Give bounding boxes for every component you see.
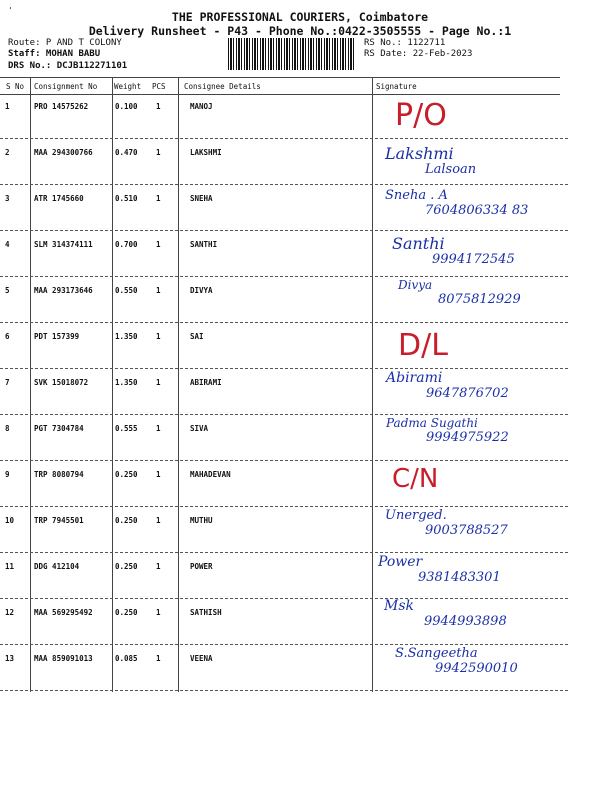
row-pcs: 1 (156, 286, 161, 295)
row-consignee: MUTHU (190, 516, 213, 525)
row-divider (0, 414, 568, 415)
row-divider (0, 690, 568, 691)
row-pcs: 1 (156, 516, 161, 525)
row-consignment-no: SVK 15018072 (34, 378, 89, 387)
staff-label: Staff: MOHAN BABU (8, 49, 101, 59)
row-signature: S.Sangeetha (395, 646, 478, 661)
row-divider (0, 598, 568, 599)
col-consignment: Consignment No (34, 82, 98, 91)
row-sno: 9 (5, 470, 10, 479)
row-consignment-no: TRP 8080794 (34, 470, 84, 479)
row-signature: P/O (395, 98, 447, 133)
rs-number: RS No.: 1122711 (364, 38, 446, 48)
row-signature-phone: 9942590010 (435, 661, 518, 676)
row-signature-phone: 9994172545 (432, 252, 515, 267)
row-weight: 0.555 (115, 424, 138, 433)
row-sno: 3 (5, 194, 10, 203)
row-signature: Lakshmi (385, 144, 454, 163)
col-signature: Signature (376, 82, 417, 91)
row-weight: 1.350 (115, 378, 138, 387)
row-pcs: 1 (156, 102, 161, 111)
row-consignment-no: TRP 7945501 (34, 516, 84, 525)
row-consignment-no: SLM 314374111 (34, 240, 93, 249)
row-sno: 13 (5, 654, 15, 663)
row-divider (0, 552, 568, 553)
row-weight: 0.250 (115, 470, 138, 479)
table-top-border (0, 77, 560, 78)
row-divider (0, 506, 568, 507)
row-weight: 0.250 (115, 608, 138, 617)
row-sno: 1 (5, 102, 10, 111)
row-divider (0, 644, 568, 645)
row-signature-phone: Lalsoan (425, 162, 477, 177)
column-divider (112, 77, 113, 692)
row-signature-phone: 9647876702 (426, 386, 509, 401)
row-sno: 12 (5, 608, 15, 617)
row-signature: Power (378, 554, 423, 570)
row-consignee: VEENA (190, 654, 213, 663)
rs-date: RS Date: 22-Feb-2023 (364, 49, 473, 59)
row-consignment-no: MAA 294300766 (34, 148, 93, 157)
row-pcs: 1 (156, 654, 161, 663)
col-consignee: Consignee Details (184, 82, 261, 91)
row-divider (0, 460, 568, 461)
row-signature: D/L (398, 328, 448, 363)
row-consignee: SIVA (190, 424, 209, 433)
row-weight: 0.700 (115, 240, 138, 249)
row-pcs: 1 (156, 470, 161, 479)
column-divider (178, 77, 179, 692)
row-consignment-no: PDT 157399 (34, 332, 80, 341)
row-pcs: 1 (156, 148, 161, 157)
row-signature: Padma Sugathi (386, 416, 478, 430)
row-sno: 10 (5, 516, 15, 525)
row-weight: 0.550 (115, 286, 138, 295)
row-pcs: 1 (156, 240, 161, 249)
row-consignment-no: PRO 14575262 (34, 102, 89, 111)
row-consignee: LAKSHMI (190, 148, 222, 157)
row-weight: 0.085 (115, 654, 138, 663)
row-consignee: SNEHA (190, 194, 213, 203)
row-divider (0, 368, 568, 369)
row-weight: 0.510 (115, 194, 138, 203)
col-pcs: PCS (152, 82, 166, 91)
row-divider (0, 184, 568, 185)
row-signature-phone: 9381483301 (418, 570, 501, 585)
barcode (228, 38, 356, 70)
row-consignee: DIVYA (190, 286, 213, 295)
col-weight: Weight (114, 82, 142, 91)
row-signature: Divya (398, 278, 433, 292)
row-sno: 6 (5, 332, 10, 341)
row-sno: 7 (5, 378, 10, 387)
row-pcs: 1 (156, 378, 161, 387)
row-weight: 0.470 (115, 148, 138, 157)
row-signature-phone: 8075812929 (438, 292, 521, 307)
company-title: THE PROFESSIONAL COURIERS, Coimbatore (171, 10, 429, 24)
row-consignment-no: DDG 412104 (34, 562, 80, 571)
row-consignee: ABIRAMI (190, 378, 222, 387)
row-pcs: 1 (156, 562, 161, 571)
runsheet-title: Delivery Runsheet - P43 - Phone No.:0422-3505555 - Page No.:1 (88, 24, 512, 38)
row-weight: 0.250 (115, 516, 138, 525)
row-pcs: 1 (156, 608, 161, 617)
row-consignee: MAHADEVAN (190, 470, 231, 479)
row-consignee: SANTHI (190, 240, 218, 249)
row-weight: 0.100 (115, 102, 138, 111)
row-consignee: MANOJ (190, 102, 213, 111)
row-sno: 5 (5, 286, 10, 295)
row-signature-phone: 9003788527 (425, 523, 508, 538)
row-sno: 2 (5, 148, 10, 157)
row-consignment-no: ATR 1745660 (34, 194, 84, 203)
row-weight: 1.350 (115, 332, 138, 341)
row-signature: Santhi (392, 234, 445, 253)
row-sno: 8 (5, 424, 10, 433)
row-divider (0, 138, 568, 139)
drs-number: DRS No.: DCJB112271101 (8, 61, 128, 71)
row-signature-phone: 9944993898 (424, 614, 507, 629)
row-pcs: 1 (156, 424, 161, 433)
row-divider (0, 276, 568, 277)
row-signature-phone: 9994975922 (426, 430, 509, 445)
column-divider (30, 77, 31, 692)
row-signature: Abirami (386, 370, 443, 386)
row-consignment-no: MAA 569295492 (34, 608, 93, 617)
row-sno: 11 (5, 562, 15, 571)
row-signature: Msk (384, 598, 415, 614)
row-consignee: SAI (190, 332, 204, 341)
table-header-border (0, 94, 560, 95)
row-consignee: POWER (190, 562, 213, 571)
route-label: Route: P AND T COLONY (8, 38, 122, 48)
row-signature: Unerged. (385, 508, 447, 523)
row-divider (0, 230, 568, 231)
row-consignment-no: MAA 859091013 (34, 654, 93, 663)
row-sno: 4 (5, 240, 10, 249)
row-divider (0, 322, 568, 323)
row-consignment-no: PGT 7304784 (34, 424, 84, 433)
row-signature: Sneha . A (385, 188, 448, 203)
row-consignee: SATHISH (190, 608, 222, 617)
row-pcs: 1 (156, 194, 161, 203)
corner-mark: ' (8, 6, 13, 15)
row-consignment-no: MAA 293173646 (34, 286, 93, 295)
column-divider (372, 77, 373, 692)
row-weight: 0.250 (115, 562, 138, 571)
col-sno: S No (6, 82, 25, 91)
row-signature-phone: 7604806334 83 (425, 203, 529, 218)
row-pcs: 1 (156, 332, 161, 341)
row-signature: C/N (392, 464, 439, 494)
